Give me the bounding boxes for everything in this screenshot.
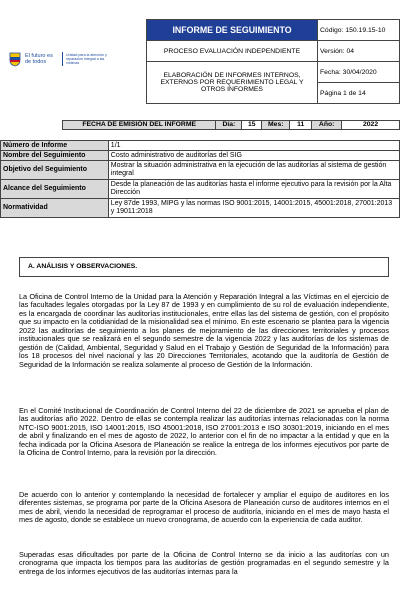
info-key: Objetivo del Seguimiento [1,161,109,180]
info-row [1,161,400,180]
info-value: Desde la planeación de las auditorías hasta el informe ejecutivo para la revisión por la Alta Dirección [108,180,399,199]
paragraph-3: De acuerdo con lo anterior y contemplando la necesidad de fortalecer y ampliar el equipo de auditores en los diferentes sistemas, se programa por parte de la Oficina Asesora de Planeación curso de auditores internos en el mes de abril, viendo la necesidad de reprogramar el proceso de auditoría, iniciando en el mes de mayo hasta el mes de agosto, donde se establece un nuevo cronograma, de acuerdo con la experiencia de cada auditor. [19,490,389,525]
document-date: Fecha: 30/04/2020 [318,62,400,83]
logo-cell [0,19,146,103]
document-subtitle: ELABORACIÓN DE INFORMES INTERNOS, EXTERNOS POR REQUERIMIENTO LEGAL Y OTROS INFORMES [147,62,318,104]
year-value: 2022 [342,121,400,130]
logo-divider [62,52,63,66]
info-value: Mostrar la situación administrativa en la ejecución de las auditorías al sistema de gestión integral [108,161,399,180]
info-value: 1/1 [108,141,399,151]
institution-logo [8,51,108,67]
paragraph-1: La Oficina de Control Interno de la Unidad para la Atención y Reparación Integral a las Víctimas en el ejercicio de las facultades legales otorgadas por la Ley 87 de 1993 y en cumplimiento de su rol de evaluación independiente, es la encargada de coordinar las auditorías institucionales, entre ellas las del sistema de gestión, con el propósito que su impacto en la cotidianidad de la misionalidad sea el mínimo. En este escenario se plantea para la vigencia 2022 las auditorías de seguimiento a los planes de mejoramiento de las direcciones territoriales y procesos institucionales que se realizará en el segundo semestre de la vigencia 2022 y las auditorías de los sistemas de gestión de (Calidad, Ambiental, Seguridad y Salud en el Trabajo y Gestión de Seguridad de la Información) para los 18 procesos del nivel nacional y las 20 Direcciones Territoriales, acotando que la auditoría de Gestión de Seguridad de la Información se realiza solamente al proceso de Gestión de la Información. [19,292,389,369]
year-label: Año: [312,121,342,130]
info-value: Costo administrativo de auditorías del SIG [108,151,399,161]
report-info-table [0,140,400,218]
section-heading: A. ANÁLISIS Y OBSERVACIONES. [19,257,389,277]
info-key: Número de Informe [1,141,109,151]
info-row [1,180,400,199]
process-name: PROCESO EVALUACIÓN INDEPENDIENTE [147,41,318,62]
document-version: Versión: 04 [318,41,400,62]
day-label: Día: [216,121,242,130]
month-value: 11 [290,121,312,130]
document-title: INFORME DE SEGUIMIENTO [147,20,318,41]
emission-date-table [62,120,400,130]
document-code: Código: 150.19.15-10 [318,20,400,41]
info-value: Ley 87de 1993, MIPG y las normas ISO 9001:2015, 14001:2015, 45001:2018, 27001:2013 y 19011:2018 [108,199,399,218]
info-row [1,199,400,218]
emission-label: FECHA DE EMISIÓN DEL INFORME [63,121,216,130]
header-table [146,19,400,104]
document-header [0,19,400,103]
month-label: Mes: [262,121,290,130]
paragraph-2: En el Comité Institucional de Coordinación de Control Interno del 22 de diciembre de 2021 se aprueba el plan de las auditorías año 2022. Dentro de ellas se contempla realizar las auditorías internas relacionadas con la norma NTC-ISO 9001:2015, ISO 14001:2015, ISO 45001:2018, ISO 27001:2013 e ISO 30301:2019, iniciando en el mes de abril y finalizando en el mes de agosto de 2022, lo anterior con el fin de no impactar a la entidad y que en la fecha indicada por la Oficina Asesora de Planeación se realice la entrega de los informes ejecutivos por parte de la Oficina de Control Interno, para la revisión por la dirección. [19,406,389,458]
day-value: 15 [242,121,262,130]
logo-agency-name: Unidad para la atención y reparación integral a las víctimas [66,52,107,66]
info-key: Nombre del Seguimiento [1,151,109,161]
info-row [1,151,400,161]
info-key: Normatividad [1,199,109,218]
paragraph-4: Superadas esas dificultades por parte de la Oficina de Control Interno se da inicio a las auditorías con un cronograma que impacta los tiempos para las auditorías de gestión programadas en el segundo semestre y la entrega de los informes ejecutivos de las auditorías internas para la [19,550,389,576]
coat-of-arms-icon [8,51,22,67]
page-number: Página 1 de 14 [318,83,400,104]
info-row [1,141,400,151]
logo-slogan: El futuro es de todos [25,52,53,65]
info-key: Alcance del Seguimiento [1,180,109,199]
